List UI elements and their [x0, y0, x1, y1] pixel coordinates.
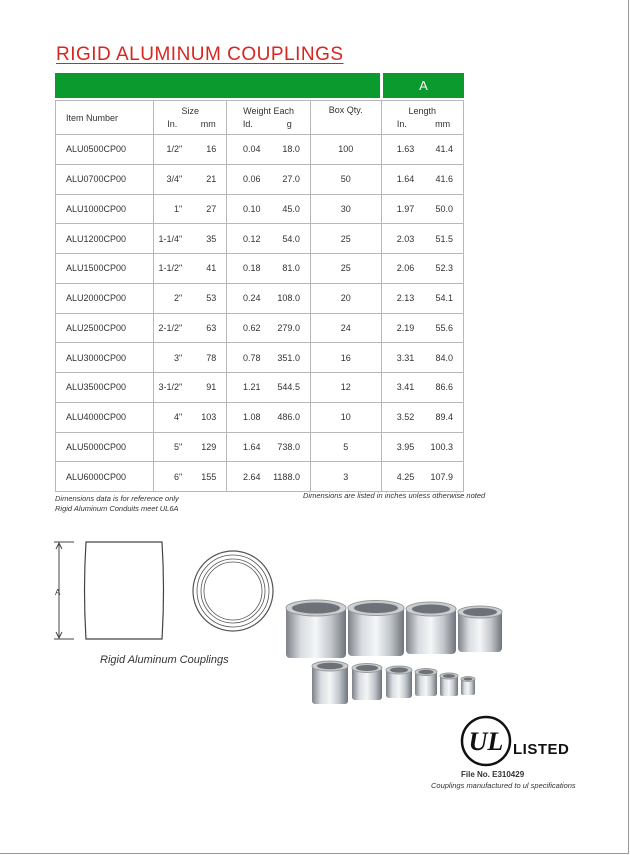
cell-length-in: 3.95: [396, 441, 415, 452]
cell-length: [381, 135, 463, 165]
cell-length: [381, 343, 463, 373]
cell-length-in: 1.64: [396, 174, 415, 185]
cell-weight-g: 351.0: [277, 352, 300, 363]
header-length-label: Length: [408, 105, 437, 116]
reference-note: [55, 494, 179, 514]
cell-size: [154, 402, 227, 432]
cell-length: [381, 373, 463, 403]
cell-length-mm: 86.6: [435, 382, 454, 393]
cell-weight-lb: 2.64: [243, 471, 261, 482]
cell-box-qty: 24: [310, 313, 381, 343]
cell-weight: [227, 135, 311, 165]
cell-size-mm: 41: [206, 263, 217, 274]
cell-weight: [227, 432, 311, 462]
coupling-small-1: [312, 661, 348, 704]
header-item-number: Item Number: [56, 101, 154, 135]
page-title: RIGID ALUMINUM COUPLINGS: [56, 44, 344, 65]
cell-length-mm: 41.4: [435, 144, 454, 155]
cell-weight-lb: 1.64: [243, 441, 261, 452]
cell-length: [381, 194, 463, 224]
cell-size: [154, 373, 227, 403]
cell-size-mm: 155: [201, 471, 217, 482]
cell-weight-lb: 0.24: [243, 293, 261, 304]
table-row: [56, 135, 464, 165]
cell-weight: [227, 402, 311, 432]
coupling-small-4: [415, 669, 437, 697]
cell-length: [381, 462, 463, 492]
cell-size-in: 5": [174, 441, 183, 452]
cell-weight: [227, 462, 311, 492]
cell-size: [154, 343, 227, 373]
cell-size-in: 4": [174, 412, 183, 423]
cell-item-number: ALU2000CP00: [56, 283, 154, 313]
reference-note-line1: Dimensions data is for reference only: [55, 494, 179, 503]
table-row: [56, 283, 464, 313]
cell-size: [154, 283, 227, 313]
cell-size: [154, 462, 227, 492]
header-weight-g: g: [286, 118, 292, 129]
cell-item-number: ALU0500CP00: [56, 135, 154, 165]
coupling-large-4: [458, 606, 502, 652]
cell-length-mm: 51.5: [435, 233, 454, 244]
cell-weight-g: 81.0: [282, 263, 300, 274]
cell-length-mm: 89.4: [435, 412, 454, 423]
cell-size: [154, 432, 227, 462]
cell-item-number: ALU1500CP00: [56, 254, 154, 284]
coupling-small-2: [352, 664, 382, 701]
table-row: [56, 432, 464, 462]
cell-item-number: ALU0700CP00: [56, 164, 154, 194]
cell-size-mm: 35: [206, 233, 217, 244]
cell-weight-lb: 0.62: [243, 322, 261, 333]
table-row: [56, 402, 464, 432]
cell-length-in: 2.06: [396, 263, 415, 274]
cell-weight-g: 54.0: [282, 233, 300, 244]
header-weight-label: Weight Each: [243, 105, 294, 116]
coupling-end-view-drawing: [190, 548, 276, 634]
ul-logo: [459, 714, 513, 768]
cell-box-qty: 12: [310, 373, 381, 403]
cell-size-in: 2-1/2": [158, 322, 183, 333]
cell-length-mm: 52.3: [435, 263, 454, 274]
cell-box-qty: 16: [310, 343, 381, 373]
table-row: [56, 164, 464, 194]
coupling-large-3: [406, 602, 456, 654]
cell-weight: [227, 343, 311, 373]
coupling-side-view-drawing: [52, 536, 177, 644]
cell-box-qty: 30: [310, 194, 381, 224]
table-header-bar: [55, 73, 380, 98]
table-header-row: [56, 101, 464, 135]
table-row: [56, 313, 464, 343]
units-note: Dimensions are listed in inches unless otherwise noted: [303, 491, 486, 500]
cell-weight-g: 108.0: [277, 293, 300, 304]
cell-length-mm: 41.6: [435, 174, 454, 185]
cell-length-mm: 50.0: [435, 203, 454, 214]
coupling-small-3: [386, 666, 412, 698]
cell-length-mm: 100.3: [430, 441, 454, 452]
cell-weight-g: 27.0: [282, 174, 300, 185]
reference-note-line2: Rigid Aluminum Conduits meet UL6A: [55, 504, 179, 513]
cell-size-in: 1/2": [166, 144, 183, 155]
cell-weight-lb: 0.12: [243, 233, 261, 244]
cell-length: [381, 164, 463, 194]
cell-weight: [227, 194, 311, 224]
cell-weight-g: 1188.0: [273, 471, 300, 482]
cell-length-in: 3.52: [396, 412, 415, 423]
cell-weight-g: 18.0: [282, 144, 300, 155]
couplings-product-photo: [280, 596, 510, 714]
cell-length-mm: 54.1: [435, 293, 454, 304]
diagram-caption: Rigid Aluminum Couplings: [100, 654, 229, 666]
table-row: [56, 373, 464, 403]
listed-label: LISTED: [513, 741, 570, 758]
cell-size-in: 6": [174, 471, 183, 482]
header-size-mm: mm: [200, 118, 216, 129]
cell-weight-g: 738.0: [277, 441, 300, 452]
table-row: [56, 343, 464, 373]
cell-length-in: 2.13: [396, 293, 415, 304]
cell-size-in: 3/4": [166, 174, 183, 185]
cell-length-mm: 55.6: [435, 322, 454, 333]
cell-weight-lb: 0.04: [243, 144, 261, 155]
dimension-a-label: A: [55, 588, 61, 597]
cell-length-in: 3.31: [396, 352, 415, 363]
cell-weight-lb: 1.08: [243, 412, 261, 423]
cell-size: [154, 194, 227, 224]
cell-length: [381, 283, 463, 313]
table-row: [56, 462, 464, 492]
cell-size: [154, 135, 227, 165]
cell-weight-lb: 1.21: [243, 382, 261, 393]
cell-size-mm: 16: [206, 144, 217, 155]
cell-length: [381, 224, 463, 254]
cell-item-number: ALU1200CP00: [56, 224, 154, 254]
cell-size-mm: 78: [206, 352, 217, 363]
cell-length-in: 1.63: [396, 144, 415, 155]
header-length-in: In.: [396, 118, 407, 129]
cell-size-mm: 91: [206, 382, 217, 393]
cell-size-in: 1-1/4": [158, 233, 183, 244]
cell-size-in: 3": [174, 352, 183, 363]
header-box-qty-label: Box Qty.: [328, 105, 363, 115]
cell-weight: [227, 224, 311, 254]
table-row: [56, 254, 464, 284]
cell-length: [381, 402, 463, 432]
cell-length-in: 3.41: [396, 382, 415, 393]
cell-weight-g: 486.0: [277, 412, 300, 423]
table-row: [56, 224, 464, 254]
cell-weight: [227, 254, 311, 284]
cell-size: [154, 224, 227, 254]
cell-box-qty: 25: [310, 224, 381, 254]
cell-length: [381, 254, 463, 284]
coupling-large-2: [348, 601, 404, 657]
cell-size-in: 1-1/2": [158, 263, 183, 274]
cell-item-number: ALU3000CP00: [56, 343, 154, 373]
cell-item-number: ALU5000CP00: [56, 432, 154, 462]
coupling-large-1: [286, 600, 346, 658]
cell-size: [154, 254, 227, 284]
header-box-qty: [310, 101, 381, 135]
cell-length-in: 2.03: [396, 233, 415, 244]
coupling-small-5: [440, 673, 458, 696]
cell-weight: [227, 313, 311, 343]
header-length: [381, 101, 463, 135]
cell-box-qty: 10: [310, 402, 381, 432]
cell-item-number: ALU1000CP00: [56, 194, 154, 224]
cell-size-mm: 53: [206, 293, 217, 304]
column-group-a-label: A: [383, 73, 464, 98]
cell-weight-lb: 0.10: [243, 203, 261, 214]
cell-length: [381, 432, 463, 462]
cell-length-in: 1.97: [396, 203, 415, 214]
cell-item-number: ALU2500CP00: [56, 313, 154, 343]
cell-weight: [227, 283, 311, 313]
cell-length-mm: 84.0: [435, 352, 454, 363]
header-weight-lb: Id.: [242, 118, 253, 129]
cell-weight: [227, 373, 311, 403]
coupling-small-6: [461, 677, 475, 695]
specification-table: [55, 100, 464, 492]
cell-box-qty: 100: [310, 135, 381, 165]
header-weight: [227, 101, 311, 135]
header-size: [154, 101, 227, 135]
cell-item-number: ALU3500CP00: [56, 373, 154, 403]
ul-file-number: File No. E310429: [461, 770, 525, 779]
cell-size: [154, 313, 227, 343]
header-size-label: Size: [181, 105, 199, 116]
ul-logo-text: UL: [468, 727, 504, 756]
cell-box-qty: 3: [310, 462, 381, 492]
cell-box-qty: 25: [310, 254, 381, 284]
cell-size-mm: 27: [206, 203, 217, 214]
cell-weight: [227, 164, 311, 194]
cell-length-mm: 107.9: [430, 471, 454, 482]
cell-size-mm: 129: [201, 441, 217, 452]
cell-size-in: 3-1/2": [158, 382, 183, 393]
cell-weight-g: 45.0: [282, 203, 300, 214]
cell-weight-lb: 0.18: [243, 263, 261, 274]
cell-weight-lb: 0.78: [243, 352, 261, 363]
cell-box-qty: 20: [310, 283, 381, 313]
cell-size-in: 2": [174, 293, 183, 304]
cell-size-mm: 21: [206, 174, 217, 185]
cell-size-mm: 103: [201, 412, 217, 423]
cell-box-qty: 50: [310, 164, 381, 194]
cell-item-number: ALU6000CP00: [56, 462, 154, 492]
cell-box-qty: 5: [310, 432, 381, 462]
header-length-mm: mm: [435, 118, 451, 129]
cell-length-in: 2.19: [396, 322, 415, 333]
cell-weight-lb: 0.06: [243, 174, 261, 185]
cell-size-mm: 63: [206, 322, 217, 333]
cell-weight-g: 544.5: [277, 382, 300, 393]
cell-length: [381, 313, 463, 343]
ul-caption: Couplings manufactured to ul specifications: [431, 781, 576, 790]
header-size-in: In.: [167, 118, 178, 129]
cell-size: [154, 164, 227, 194]
table-row: [56, 194, 464, 224]
cell-item-number: ALU4000CP00: [56, 402, 154, 432]
cell-length-in: 4.25: [396, 471, 415, 482]
cell-size-in: 1": [174, 203, 183, 214]
cell-weight-g: 279.0: [277, 322, 300, 333]
